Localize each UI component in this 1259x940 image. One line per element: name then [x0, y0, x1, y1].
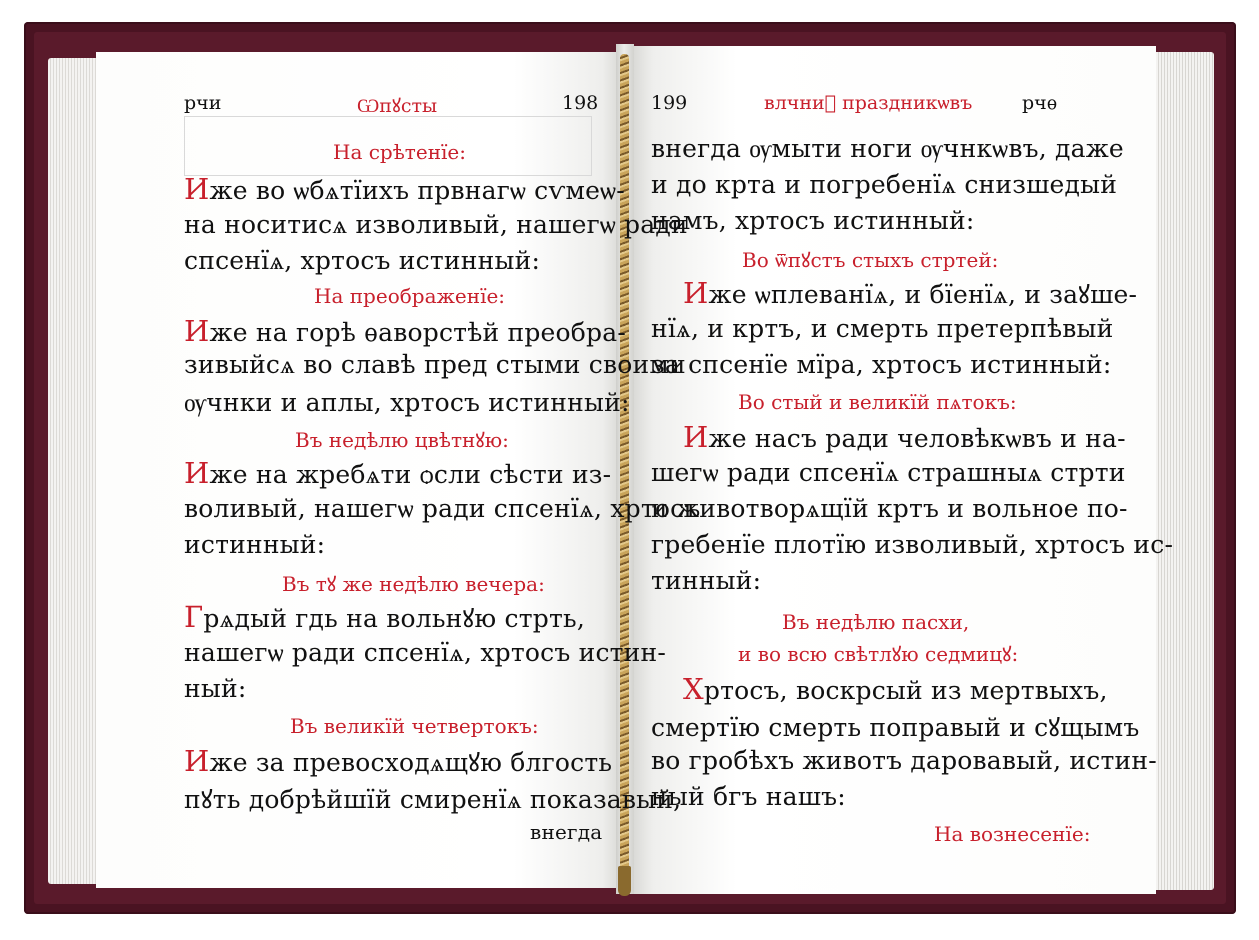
text-line: зивыйсѧ во славѣ пред стыми своими — [184, 350, 686, 379]
drop-initial: И — [184, 744, 210, 778]
drop-initial: И — [184, 456, 210, 490]
text-line: намъ, хртосъ истинный: — [651, 206, 975, 235]
text-line: внегда ѹмыти ноги ѹчнкѡвъ, даже — [651, 134, 1124, 163]
drop-initial: И — [683, 276, 709, 310]
text-line: гребенїе плотїю изволивый, хртосъ ис- — [651, 530, 1174, 559]
text-line: на носитисѧ изволивый, нашегѡ ради — [184, 210, 688, 239]
text-line: Иже за превосходѧщꙋю блгость — [184, 744, 613, 778]
right-header-page-number: 199 — [651, 92, 688, 114]
text-line: Грѧдый гдь на вольнꙋю стрть, — [184, 600, 585, 634]
text-line: тинный: — [651, 566, 762, 595]
text-line: за спсенїе мїра, хртосъ истинный: — [651, 350, 1112, 379]
rubric: Во стый и великїй пѧтокъ: — [738, 390, 1017, 414]
drop-initial: И — [683, 420, 709, 454]
bookmark-ribbon-tip — [618, 866, 631, 896]
text-line: во гробѣхъ животъ даровавый, истин- — [651, 746, 1157, 775]
rubric: На вознесенїе: — [934, 822, 1091, 846]
text-line: воливый, нашегѡ ради спсенїѧ, хртосъ — [184, 494, 701, 523]
right-header-title: влчниⷯ праздникѡвъ — [764, 92, 973, 114]
text-line: Иже во ѡбѧтїихъ првнагѡ сѵмеѡ- — [184, 172, 625, 206]
text-line: и животворѧщїй кртъ и вольное по- — [651, 494, 1128, 523]
rubric: На преображенїе: — [314, 284, 506, 308]
left-header-page-number: 198 — [562, 92, 599, 114]
rubric: Въ недѣлю цвѣтнꙋю: — [295, 428, 509, 452]
text-line: истинный: — [184, 530, 326, 559]
rubric: Во ѿпꙋстъ стыхъ стртей: — [742, 248, 999, 272]
catchword: внегда — [530, 820, 603, 844]
left-header-folio-letters: рчи — [184, 92, 222, 114]
text-line: Иже на горѣ ѳаворстѣй преобра- — [184, 314, 627, 348]
text-line: ѹчнки и aплы, хртосъ истинный: — [184, 388, 630, 417]
drop-initial: Х — [683, 672, 704, 706]
text-line: нїѧ, и кртъ, и смерть претерпѣвый — [651, 314, 1114, 343]
text-line: Хртосъ, воскрсый из мертвыхъ, — [683, 672, 1108, 706]
text-line: смертїю смерть поправый и сꙋщымъ — [651, 713, 1140, 742]
text-line: пꙋть добрѣйшїй смиренїѧ показавый, — [184, 785, 682, 814]
rubric: На срѣтенїе: — [333, 140, 466, 164]
right-header-folio-letters: рчѳ — [1022, 92, 1058, 114]
text-line: нашегѡ ради спсенїѧ, хртосъ истин- — [184, 638, 667, 667]
rubric: Въ великїй четвертокъ: — [290, 714, 539, 738]
text-line: Иже ѡплеванїѧ, и бїенїѧ, и заꙋше- — [683, 276, 1138, 310]
text-line: ный: — [184, 674, 247, 703]
left-header-title: Ѡпꙋсты — [357, 95, 438, 117]
drop-initial: И — [184, 172, 210, 206]
right-page-edges — [1150, 52, 1214, 890]
drop-initial: Г — [184, 600, 204, 634]
text-line: Иже насъ ради человѣкѡвъ и на- — [683, 420, 1126, 454]
text-line: шегѡ ради спсенїѧ страшныѧ стрти — [651, 458, 1126, 487]
rubric: Въ недѣлю пасхи, — [782, 610, 970, 634]
text-line: ный бгъ нашъ: — [651, 782, 846, 811]
drop-initial: И — [184, 314, 210, 348]
rubric: Въ тꙋ же недѣлю вечера: — [282, 572, 545, 596]
text-line: Иже на жребѧти ѻсли сѣсти из- — [184, 456, 612, 490]
text-line: спсенїѧ, хртосъ истинный: — [184, 246, 541, 275]
text-line: и до крта и погребенїѧ снизшедый — [651, 170, 1118, 199]
rubric: и во всю свѣтлꙋю седмицꙋ: — [738, 642, 1019, 666]
